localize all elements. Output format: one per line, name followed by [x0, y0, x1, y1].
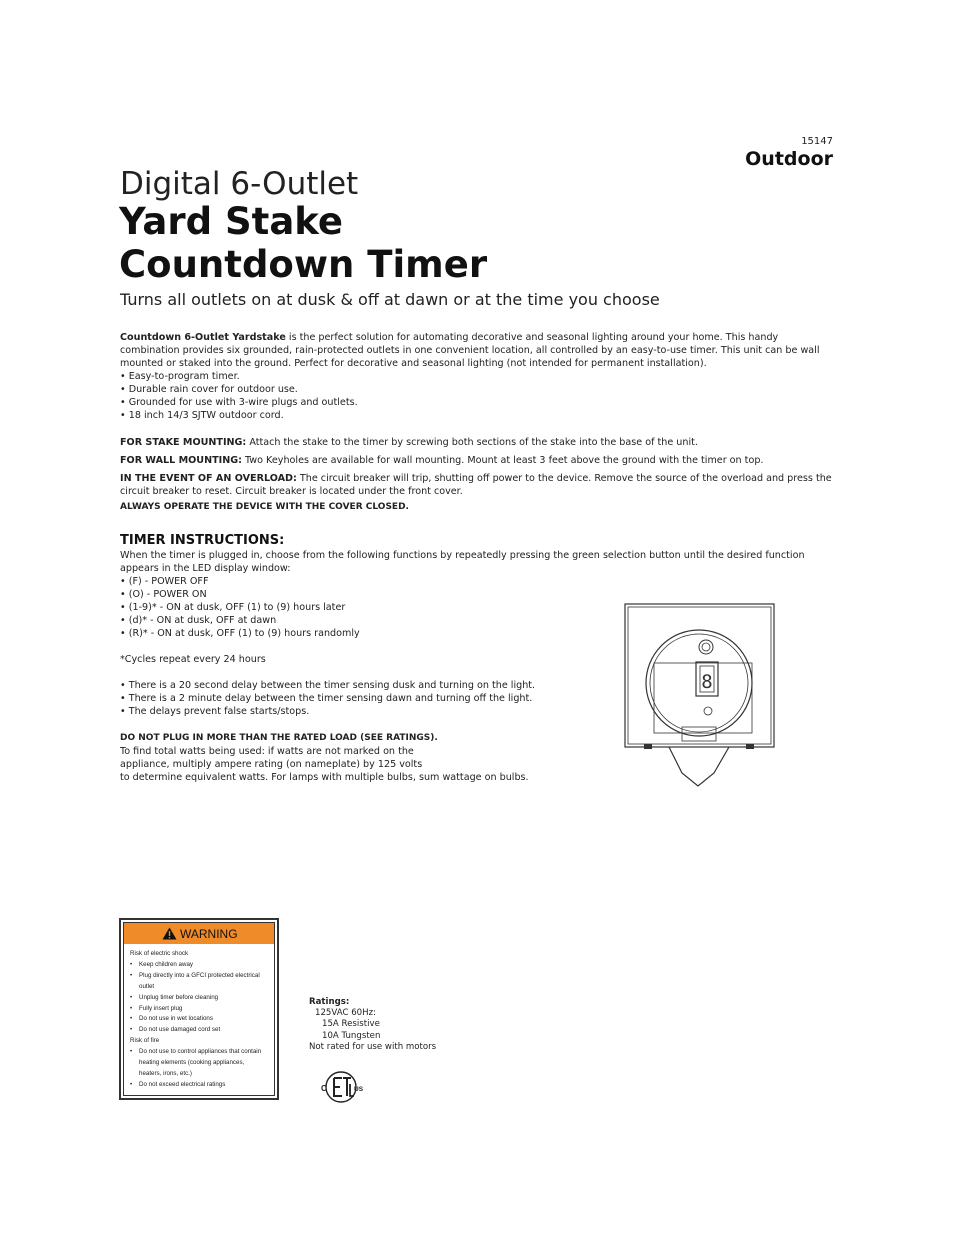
warning-icon — [162, 927, 177, 940]
warning-box — [119, 918, 279, 1100]
svg-text:8: 8 — [701, 671, 713, 693]
wall-text: Two Keyholes are available for wall mounting. Mount at least 3 feet above the ground with the timer on top. — [241, 455, 764, 466]
timer-function: • (1-9)* - ON at dusk, OFF (1) to (9) hours later — [120, 601, 836, 614]
wall-label: FOR WALL MOUNTING: — [120, 455, 242, 466]
overload-section — [120, 472, 836, 498]
title-line-1: Digital 6-Outlet — [120, 166, 359, 202]
warning-header — [124, 923, 274, 944]
shock-item: • Unplug timer before cleaning — [130, 993, 268, 1004]
stake-text: Attach the stake to the timer by screwing both sections of the stake into the base of the unit. — [246, 437, 698, 448]
etl-c: C — [321, 1084, 327, 1093]
overload-text: The circuit breaker will trip, shutting off power to the device. Remove the source of the overload and press the circuit breaker to reset. Circuit breaker is located under the front cover. — [120, 473, 832, 497]
always-operate-note: ALWAYS OPERATE THE DEVICE WITH THE COVER CLOSED. — [120, 502, 409, 512]
warning-content — [124, 944, 274, 1091]
feature-item: • 18 inch 14/3 SJTW outdoor cord. — [120, 409, 836, 422]
timer-function: • (d)* - ON at dusk, OFF at dawn — [120, 614, 836, 627]
intro-lead: Countdown 6-Outlet Yardstake — [120, 332, 286, 343]
feature-item: • Easy-to-program timer. — [120, 370, 836, 383]
shock-list — [130, 960, 268, 1036]
ratings-line: Not rated for use with motors — [309, 1041, 437, 1052]
intro-text: is the perfect solution for automating decorative and seasonal lighting around your home. This handy combination provides six grounded, rain-protected outlets in one convenient location, all controlled by an easy-to-use timer. This unit can be wall mounted or staked into the ground. Perfect for decorative and seasonal lighting (not intended for permanent installation). — [120, 332, 820, 369]
ratings-line: 15A Resistive — [322, 1019, 380, 1030]
model-number: 15147 — [801, 136, 833, 147]
feature-item: • Grounded for use with 3-wire plugs and outlets. — [120, 396, 836, 409]
fire-item: • Do not use to control appliances that contain heating elements (cooking appliances, heaters, irons, etc.) — [130, 1047, 268, 1080]
load-heading: DO NOT PLUG IN MORE THAN THE RATED LOAD (SEE RATINGS). — [120, 733, 438, 743]
intro-section — [120, 331, 836, 422]
timer-function: • (O) - POWER ON — [120, 588, 836, 601]
ratings-line: 10A Tungsten — [322, 1030, 381, 1041]
feature-item: • Durable rain cover for outdoor use. — [120, 383, 836, 396]
fire-list — [130, 1047, 268, 1091]
shock-item: • Do not use damaged cord set — [130, 1025, 268, 1036]
delay-item: • There is a 20 second delay between the timer sensing dusk and turning on the light. — [120, 679, 836, 692]
warning-title: WARNING — [180, 926, 238, 941]
ratings-line: 125VAC 60Hz: — [315, 1008, 376, 1019]
load-line: to determine equivalent watts. For lamps with multiple bulbs, sum wattage on bulbs. — [120, 772, 529, 783]
intro-paragraph — [120, 331, 836, 370]
shock-item: • Fully insert plug — [130, 1004, 268, 1015]
shock-item: • Keep children away — [130, 960, 268, 971]
title-line-2: Yard Stake — [119, 200, 343, 243]
ratings-block — [309, 997, 436, 1053]
etl-listed-mark — [316, 1066, 366, 1106]
title-line-3: Countdown Timer — [119, 243, 488, 286]
timer-function: • (R)* - ON at dusk, OFF (1) to (9) hours randomly — [120, 627, 836, 640]
category-label: Outdoor — [745, 148, 833, 170]
load-line: appliance, multiply ampere rating (on nameplate) by 125 volts — [120, 759, 423, 770]
ratings-title: Ratings: — [309, 997, 350, 1007]
shock-item: • Do not use in wet locations — [130, 1014, 268, 1025]
device-illustration — [624, 603, 775, 788]
stake-mounting — [120, 436, 836, 449]
fire-item: • Do not exceed electrical ratings — [130, 1080, 268, 1091]
load-line: To find total watts being used: if watts are not marked on the — [120, 746, 414, 757]
subtitle: Turns all outlets on at dusk & off at dawn or at the time you choose — [120, 290, 660, 309]
shock-item: • Plug directly into a GFCI protected electrical outlet — [130, 971, 268, 993]
wall-mounting — [120, 454, 836, 467]
fire-heading: Risk of fire — [130, 1037, 160, 1045]
feature-list — [120, 370, 836, 422]
stake-label: FOR STAKE MOUNTING: — [120, 437, 247, 448]
cycle-note: *Cycles repeat every 24 hours — [120, 654, 266, 665]
timer-intro: When the timer is plugged in, choose from the following functions by repeatedly pressing the green selection button until the desired function appears in the LED display window: — [120, 550, 805, 574]
timer-heading: TIMER INSTRUCTIONS: — [120, 533, 285, 548]
shock-heading: Risk of electric shock — [130, 950, 189, 957]
timer-function: • (F) - POWER OFF — [120, 575, 836, 588]
delay-item: • The delays prevent false starts/stops. — [120, 705, 836, 718]
overload-label: IN THE EVENT OF AN OVERLOAD: — [120, 473, 297, 484]
delay-item: • There is a 2 minute delay between the timer sensing dawn and turning off the light. — [120, 692, 836, 705]
etl-us: US — [354, 1086, 364, 1093]
